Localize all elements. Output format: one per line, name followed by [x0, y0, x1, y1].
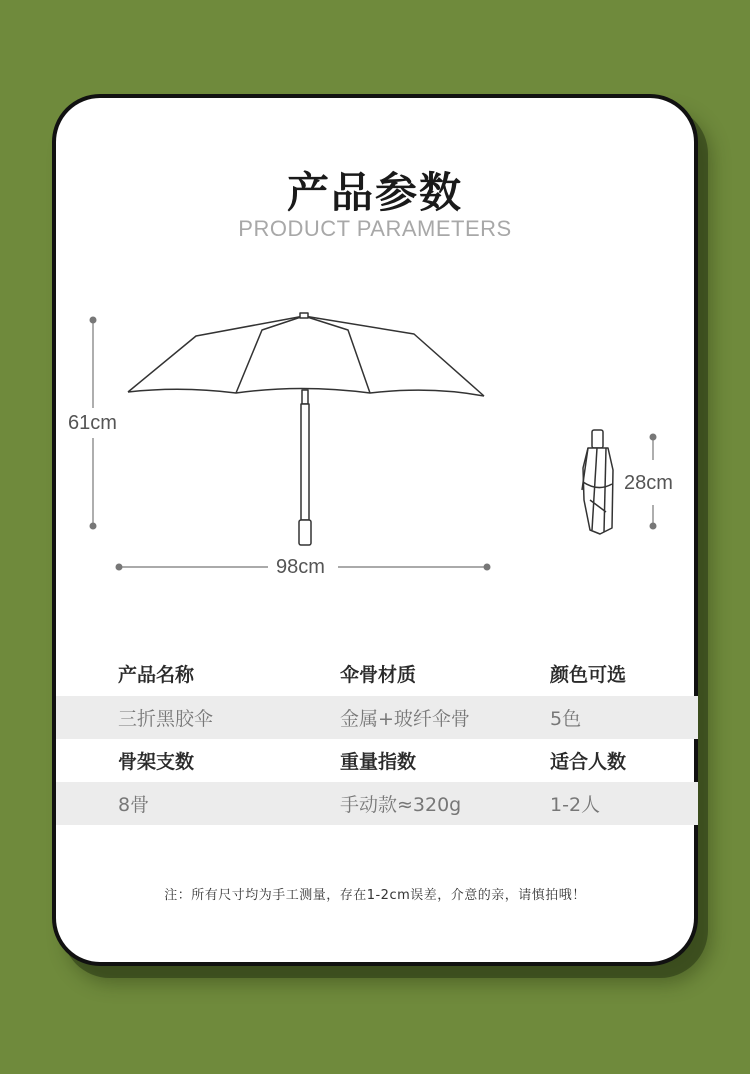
measurement-note: 注：所有尺寸均为手工测量，存在1-2cm误差，介意的亲，请慎拍哦！	[164, 888, 586, 903]
table-cell: 金属+玻纤伞骨	[340, 708, 470, 730]
dimension-dot	[90, 317, 97, 324]
table-header-cell: 颜色可选	[550, 664, 627, 686]
table-cell: 8骨	[118, 794, 150, 816]
dimension-dot	[650, 434, 657, 441]
width-label: 98cm	[276, 556, 325, 578]
table-row	[56, 739, 698, 782]
table-header-cell: 重量指数	[340, 751, 417, 773]
folded-length-label: 28cm	[624, 472, 673, 494]
table-cell: 1-2人	[550, 794, 601, 816]
table-cell: 三折黑胶伞	[118, 708, 214, 730]
open-umbrella-illustration	[128, 313, 484, 545]
folded-umbrella-illustration	[582, 430, 613, 534]
table-row	[56, 696, 698, 739]
table-header-cell: 产品名称	[118, 664, 195, 686]
table-header-cell: 适合人数	[550, 751, 627, 773]
page-subtitle: PRODUCT PARAMETERS	[238, 216, 512, 241]
dimension-dot	[90, 523, 97, 530]
page-title: 产品参数	[286, 168, 463, 217]
table-header-cell: 伞骨材质	[340, 664, 417, 686]
table-row	[56, 652, 698, 695]
table-cell: 手动款≈320g	[340, 794, 462, 816]
dimension-dot	[116, 564, 123, 571]
height-label: 61cm	[68, 412, 117, 434]
table-row	[56, 782, 698, 825]
dimension-dot	[650, 523, 657, 530]
table-header-cell: 骨架支数	[118, 751, 195, 773]
table-cell: 5色	[550, 708, 582, 730]
dimension-dot	[484, 564, 491, 571]
